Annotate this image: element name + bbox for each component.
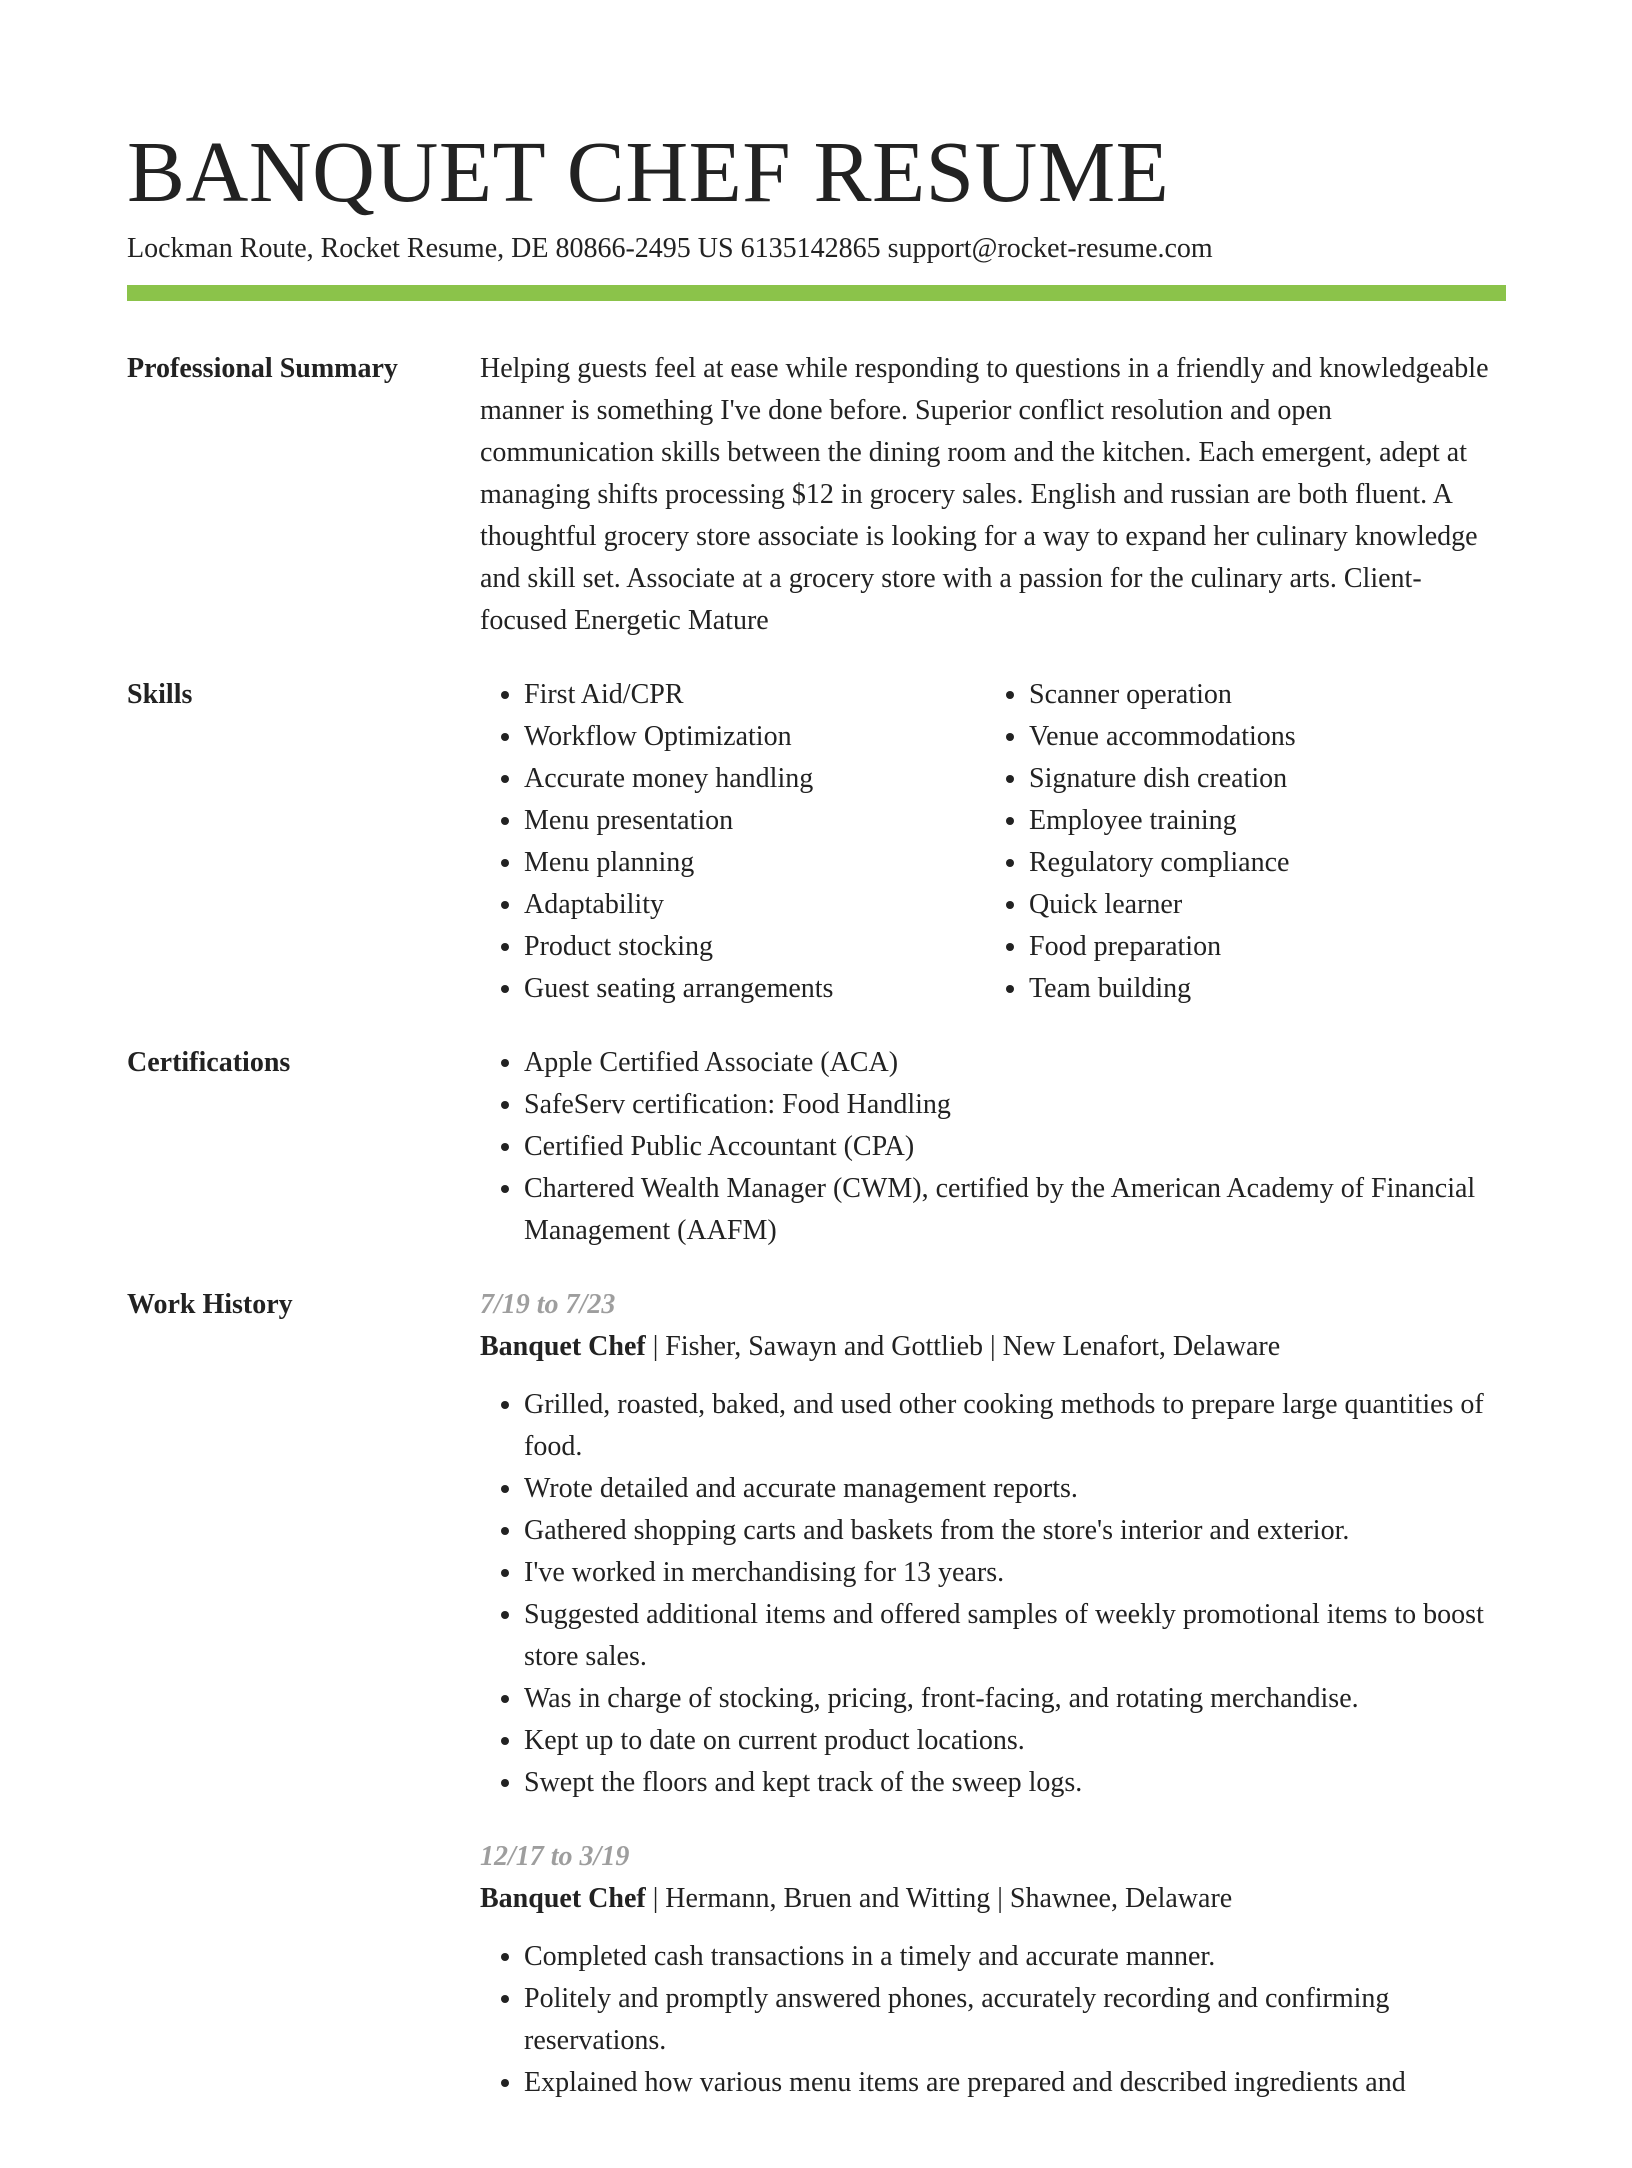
job-heading bbox=[480, 1326, 1506, 1368]
skills-content bbox=[480, 674, 1506, 1010]
job-bullet: • Suggested additional items and offered samples of weekly promotional items to boost store sales. bbox=[524, 1594, 1506, 1678]
job-employer-location: | Hermann, Bruen and Witting | Shawnee, Delaware bbox=[645, 1883, 1233, 1914]
work-history-content bbox=[480, 1284, 1506, 2136]
job-entry bbox=[480, 1284, 1506, 1804]
job-bullets bbox=[480, 1384, 1506, 1804]
certification-item: • Certified Public Accountant (CPA) bbox=[524, 1126, 1506, 1168]
certification-item: • SafeServ certification: Food Handling bbox=[524, 1084, 1506, 1126]
skill-item: • Venue accommodations bbox=[1029, 716, 1490, 758]
skills-list-right bbox=[985, 674, 1490, 1010]
job-employer-location: | Fisher, Sawayn and Gottlieb | New Lenafort, Delaware bbox=[645, 1331, 1281, 1362]
job-bullet: • Completed cash transactions in a timely and accurate manner. bbox=[524, 1936, 1506, 1978]
certifications-content bbox=[480, 1042, 1506, 1252]
skills-label: Skills bbox=[127, 679, 193, 710]
skill-item: • Product stocking bbox=[524, 926, 985, 968]
certifications-section bbox=[127, 1042, 1506, 1252]
skills-list-left bbox=[480, 674, 985, 1010]
skill-item: • Quick learner bbox=[1029, 884, 1490, 926]
work-history-label: Work History bbox=[127, 1289, 293, 1320]
job-bullets bbox=[480, 1936, 1506, 2104]
summary-content bbox=[480, 348, 1506, 642]
skill-item: • Adaptability bbox=[524, 884, 985, 926]
header-divider bbox=[127, 285, 1506, 301]
job-title: Banquet Chef bbox=[480, 1883, 646, 1914]
job-bullet: • Was in charge of stocking, pricing, front-facing, and rotating merchandise. bbox=[524, 1678, 1506, 1720]
skills-section bbox=[127, 674, 1506, 1010]
skill-item: • Workflow Optimization bbox=[524, 716, 985, 758]
job-dates: 7/19 to 7/23 bbox=[480, 1289, 616, 1320]
certification-item: • Chartered Wealth Manager (CWM), certified by the American Academy of Financial Management (AAFM) bbox=[524, 1168, 1506, 1252]
job-bullet: • Wrote detailed and accurate management reports. bbox=[524, 1468, 1506, 1510]
skill-item: • Regulatory compliance bbox=[1029, 842, 1490, 884]
certifications-label: Certifications bbox=[127, 1047, 291, 1078]
job-title: Banquet Chef bbox=[480, 1331, 646, 1362]
job-bullet: • Gathered shopping carts and baskets from the store's interior and exterior. bbox=[524, 1510, 1506, 1552]
skill-item: • First Aid/CPR bbox=[524, 674, 985, 716]
resume-sections bbox=[127, 348, 1506, 2168]
job-bullet: • Politely and promptly answered phones, accurately recording and confirming reservations. bbox=[524, 1978, 1506, 2062]
job-bullet: • Swept the floors and kept track of the sweep logs. bbox=[524, 1762, 1506, 1804]
job-bullet: • I've worked in merchandising for 13 years. bbox=[524, 1552, 1506, 1594]
summary-section bbox=[127, 348, 1506, 642]
skill-item: • Menu presentation bbox=[524, 800, 985, 842]
summary-label: Professional Summary bbox=[127, 353, 398, 384]
skill-item: • Signature dish creation bbox=[1029, 758, 1490, 800]
skill-item: • Guest seating arrangements bbox=[524, 968, 985, 1010]
resume-title: BANQUET CHEF RESUME bbox=[127, 123, 1170, 220]
contact-line: Lockman Route, Rocket Resume, DE 80866-2495 US 6135142865 support@rocket-resume.com bbox=[127, 233, 1213, 264]
skill-item: • Accurate money handling bbox=[524, 758, 985, 800]
summary-text: Helping guests feel at ease while responding to questions in a friendly and knowledgeable manner is something I've done before. Superior conflict resolution and open communication skills between the dining room and the kitchen. Each emergent, adept at managing shifts processing $12 in grocery sales. English and russian are both fluent. A thoughtful grocery store associate is looking for a way to expand her culinary knowledge and skill set. Associate at a grocery store with a passion for the culinary arts. Client-focused Energetic Mature bbox=[480, 353, 1489, 636]
skill-item: • Employee training bbox=[1029, 800, 1490, 842]
skill-item: • Scanner operation bbox=[1029, 674, 1490, 716]
work-history-section bbox=[127, 1284, 1506, 2136]
job-entry bbox=[480, 1836, 1506, 2104]
job-heading bbox=[480, 1878, 1506, 1920]
certification-item: • Apple Certified Associate (ACA) bbox=[524, 1042, 1506, 1084]
job-bullet: • Explained how various menu items are prepared and described ingredients and bbox=[524, 2062, 1506, 2104]
certifications-list bbox=[480, 1042, 1506, 1252]
skill-item: • Food preparation bbox=[1029, 926, 1490, 968]
job-dates: 12/17 to 3/19 bbox=[480, 1841, 630, 1872]
skill-item: • Menu planning bbox=[524, 842, 985, 884]
skill-item: • Team building bbox=[1029, 968, 1490, 1010]
job-bullet: • Kept up to date on current product locations. bbox=[524, 1720, 1506, 1762]
job-bullet: • Grilled, roasted, baked, and used other cooking methods to prepare large quantities of food. bbox=[524, 1384, 1506, 1468]
